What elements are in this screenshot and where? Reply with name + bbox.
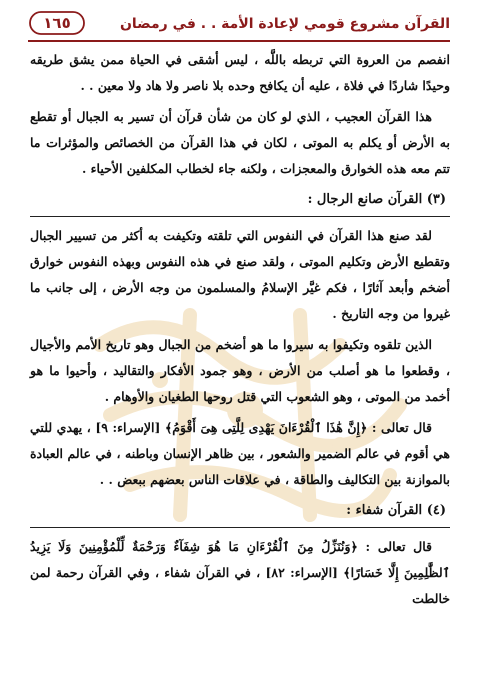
paragraph-3: لقد صنع هذا القرآن في النفوس التي تلقته وتكيفت به أكثر من تسيير الجبال وتقطيع الأرض وتكليم الموتى ، ولقد صنع في هذه النفوس وبهذه النفوس خوارق أضخم وأبعد آثارًا ، فكم غيَّر الإسلامُ والمسلمون من وجه الأرض ، إلى جانب ما غيروا من وجه التاريخ . [30, 228, 450, 321]
quran-verse: ﴿وَنُنَزِّلُ مِنَ ٱلْقُرْءَانِ مَا هُوَ شِفَآءٌ وَرَحْمَةٌ لِّلْمُؤْمِنِينَ وَلَا يَزِيدُ ٱلظَّٰلِمِينَ إِلَّا خَسَارًا﴾ [30, 539, 450, 580]
running-title: القرآن مشروع قومي لإعادة الأمة . . في رمضان [119, 16, 450, 32]
page-number: ١٦٥ [43, 14, 71, 32]
paragraph-2: هذا القرآن العجيب ، الذي لو كان من شأن قرآن أن تسير به الجبال أو تقطع به الأرض أو يكلم به الموتى ، لكان في هذا القرآن من الخصائص والمؤثرات ما تتم معه هذه الخوارق والمعجزات ، ولكنه جاء لخطاب المكلفين الأحياء . [30, 109, 450, 176]
verse-intro: قال تعالى : [371, 420, 432, 435]
page-header [28, 10, 450, 40]
paragraph-5-text: [الإسراء: ٩] ، يهدي للتي هي أقوم في عالم الضمير والشعور ، بين ظاهر الإنسان وباطنه ، في عالم العبادة بالموازنة بين التكاليف والطاقة ، في علاقات الناس بعضهم ببعض . . [30, 420, 450, 487]
section-heading-3: (٣) القرآن صانع الرجال : [30, 187, 450, 217]
paragraph-4: الذين تلقوه وتكيفوا به سيروا ما هو أضخم من الجبال وهو تاريخ الأمم والأجيال ، وقطعوا ما هو أصلب من الأرض ، وهو جمود الأفكار والتقاليد ، وأحيوا ما هو أخمد من الموتى ، وهو الشعوب التي قتل روحها الطغيان والأوهام . [30, 337, 450, 404]
quran-verse: ﴿إِنَّ هَٰذَا ٱلْقُرْءَانَ يَهْدِى لِلَّتِى هِىَ أَقْوَمُ﴾ [164, 420, 368, 435]
paragraph-6-text: [الإسراء: ٨٢] ، في القرآن شفاء ، وفي القرآن رحمة لمن خالطت [30, 565, 450, 606]
page-number-badge [28, 10, 86, 36]
header-divider [28, 40, 450, 42]
paragraph-6 [30, 534, 450, 612]
page-body [30, 47, 450, 617]
verse-intro: قال تعالى : [365, 539, 432, 554]
section-heading-4: (٤) القرآن شفاء : [30, 498, 450, 528]
paragraph-1: انفصم من العروة التي تربطه باللَّه ، ليس أشقى في الحياة ممن يشق طريقه وحيدًا شاردًا في فلاة ، عليه أن يكافح وحده بلا ناصر ولا هاد ولا معين . . [30, 52, 450, 93]
paragraph-5 [30, 415, 450, 493]
